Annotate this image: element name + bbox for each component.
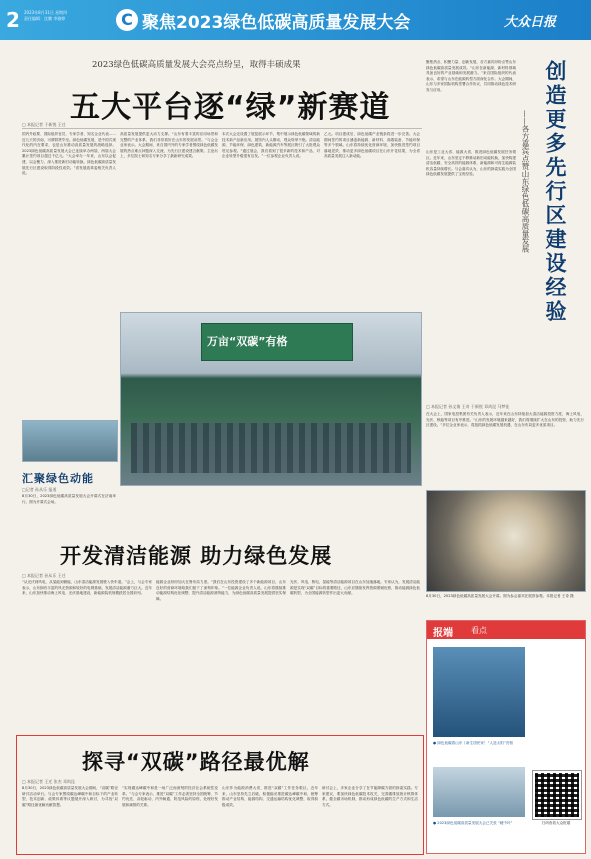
news-item-1-thumbnail[interactable] <box>433 647 525 737</box>
qr-code-icon[interactable] <box>533 771 581 819</box>
news-item-1[interactable]: ● 绿色低碳看山东丨新生国民家！“人造太阳”亮相 <box>433 741 513 745</box>
news-item-2[interactable]: ● 2023绿色低碳高质量发展大会已关张 “硬中叶” <box>433 821 513 825</box>
masthead-meta <box>24 10 67 22</box>
qr-caption: 扫码查看大众报端 <box>541 821 571 825</box>
news-item-2-thumbnail[interactable] <box>433 767 525 817</box>
third-headline: 探寻“双碳”路径最优解 <box>82 750 310 774</box>
issue-date: 2023年8月31日 星期四 <box>24 10 68 15</box>
third-column-2: “实现碳达峰碳中和是一场广泛而深刻的经济社会系统性变革。”与会专家表示，推进“双碳”工作必须坚持全国统筹、节约优先、双轮驱动、内外畅通、防范风险的原则，处理好发展和减排的关系。 <box>122 786 218 807</box>
left-photo-caption: 8月30日，2023绿色低碳高质量发展大会开幕式在济南举行。图为开幕式会场。 <box>22 494 116 504</box>
lead-kicker: 2023绿色低碳高质量发展大会亮点纷呈，取得丰硕成果 <box>92 60 301 70</box>
newspaper-logo: 大众日报 <box>504 15 557 30</box>
third-column-3: 山东作为能源消费大省，推进“双碳”工作任务艰巨。近年来，山东坚持先立后破，积极稳妥推进碳达峰碳中和，统筹推动产业结构、能源结构、交通运输结构优化调整，取得积极成效。 <box>222 786 318 807</box>
third-byline: □ 本报记者 王迁 张杰 邓尚昆 <box>22 779 75 784</box>
sidebar-caption: 8月30日，2023绿色低碳高质量发展大会开幕。图为参会嘉宾在展馆参观。本报记者 王奇 摄 <box>426 594 574 598</box>
sidebar-bottom-text: 在大会上，国家电投集团有关负责人表示，近年来在山东持续加大清洁能源投资力度，海上风电、光伏、核能等项目有序推进。“山东的发展环境越来越好，我们将继续扩大在山东的投资，助力先行区建设。”多位企业家表示，将抢抓绿色低碳发展机遇，在山东布局更多优质项目。 <box>426 412 584 428</box>
news-app-logo: 报端 <box>433 628 453 639</box>
section-title: 聚焦2023绿色低碳高质量发展大会 <box>142 13 411 33</box>
second-headline: 开发清洁能源 助力绿色发展 <box>60 544 333 568</box>
sidebar-photo <box>426 490 586 592</box>
lead-column-4: 乙元。项目建成后，绿色低碳产业链条将进一步完善。大会期间签约的项目涵盖新能源、新材料、高端装备、节能环保等多个领域。山东将持续优化营商环境，加快推进签约项目落地见效，推动更多绿色低碳项目在山东开花结果，为全省高质量发展注入新动能。 <box>324 132 420 159</box>
editor-credit: 责任编辑：沈鹏 李雅婷 <box>24 16 66 21</box>
news-app-section: 看点 <box>471 626 487 635</box>
left-photo-byline: □记者 孙从乐 报道 <box>22 487 57 492</box>
sidebar-headline: 创造更多先行区建设经验 <box>543 60 567 324</box>
lead-column-3: 本次大会还设置了展览展示环节，集中展示绿色低碳领域的新技术新产品新应用。展馆内人头攒动，观众络绎不绝。清洁能源、节能环保、绿色建筑、新能源汽车等展区吸引了大批观众驻足参观。“通过展会，我们看到了很多新的技术和产品，对企业转型升级很有启发。”一位参观企业负责人说。 <box>222 132 320 159</box>
second-column-3: 光伏、风电、核电、氢能等清洁能源项目在山东加速落地。专家认为，发展清洁能源是实现“双碳”目标的重要路径，山东应继续发挥资源禀赋优势，推动能源绿色低碳转型，为全国能源转型作出更大贡献。 <box>290 580 420 596</box>
sidebar-column-2: 山东是工业大省、能源大省，推进绿色低碳发展任务艰巨。近年来，山东坚定不移推动新旧动能转换，加快构建清洁低碳、安全高效的能源体系，新能源和可再生能源装机容量持续增长。与会嘉宾认为，山东的探索实践为全国绿色低碳发展提供了宝贵经验。 <box>426 150 516 177</box>
sidebar-column-1: 聚焦热点、积聚力量、创新发展，各方嘉宾纷纷点赞山东绿色低碳高质量发展成效。“山东在新能源、新材料领域具备良好的产业基础和发展潜力。”来自国际组织的代表表示，希望与山东在能源转型方面深化合作。大会期间，山东与多家国际机构签署合作协议，共同推动绿色技术研发与应用。 <box>426 60 516 92</box>
news-app-box <box>426 620 586 854</box>
left-photo-headline: 汇聚绿色动能 <box>22 472 94 485</box>
third-column-1: 8月30日，2023绿色低碳高质量发展大会期间，“双碳”路径研讨活动举行。与会专家围绕碳达峰碳中和目标下的产业转型、技术创新、政策体系等议题展开深入研讨，为寻找“双碳”路径最优解贡献智慧。 <box>22 786 118 807</box>
lead-byline: □ 本报记者 于新悦 王迁 <box>22 122 66 127</box>
audience <box>131 423 411 473</box>
sidebar-byline: □ 本报记者 孙文倩 王奇 于新悦 邓尚昆 马梦佳 <box>426 404 510 409</box>
lead-column-2: 高质量发展提供更大动力支撑。“山东有着丰富的应用场景和完整的产业体系，我们非常看好在山东的发展前景。”与会企业家表示。大会期间，来自国内外的专家学者围绕绿色低碳发展的热点难点问题深入交流，为先行区建设建言献策。主论坛上，多位院士和知名专家分享了最新研究成果。 <box>120 132 218 159</box>
second-byline: □ 本报记者 孙从乐 王迁 <box>22 573 66 578</box>
lead-column-1: 国内外政要、国际组织官员、专家学者、知名企业代表……近几天的济南，可谓群贤毕至。绿色低碳发展，是中国式现代化的内在要求，也是山东推动高质量发展的战略选择。2023绿色低碳高质量发展大会已连续举办两届，两届大会累计签约项目超过千亿元。“大会举办一年来，山东以会促建、以会聚力，深入推进新旧动能转换，绿色低碳高质量发展先行区建设取得阶段性成效。”省发展改革委相关负责人说。 <box>22 132 116 176</box>
lead-headline: 五大平台逐“绿”新赛道 <box>70 90 391 125</box>
page-number: 2 <box>6 8 20 32</box>
second-column-1: “从光伏到风电，从氢能到储能，山东清洁能源发展驶入快车道。”会上，与会专家表示，山东拥有丰富的风光资源和较好的电网基础，发展清洁能源潜力巨大。近年来，山东加快推动海上风电、光伏基地建设，新能源装机规模跃居全国前列。 <box>22 580 152 596</box>
sidebar-subhead: ——各方嘉宾点赞山东绿色低碳高质量发展 <box>521 110 530 253</box>
left-photo <box>22 420 118 462</box>
conference-photo <box>120 312 422 486</box>
event-logo-icon: C <box>116 9 138 31</box>
third-column-4: 研讨会上，多家企业分享了在节能降碳方面的探索实践。专家建议，要加快绿色低碳技术攻关，完善碳排放统计核算体系，健全碳市场机制，推动形成绿色低碳的生产方式和生活方式。 <box>322 786 418 807</box>
stage-banner-text: 万亩“双碳”有格 <box>207 335 288 348</box>
second-column-2: 能源企业纷纷加大在鲁布局力度。“我们在山东投资建设了多个新能源项目，山东良好的营商环境给我们留下了深刻印象。”一位能源企业负责人说。山东将继续推动能源结构优化调整，提升清洁能源消纳能力，为绿色低碳高质量发展提供坚实保障。 <box>156 580 286 601</box>
lead-rule <box>22 128 422 129</box>
